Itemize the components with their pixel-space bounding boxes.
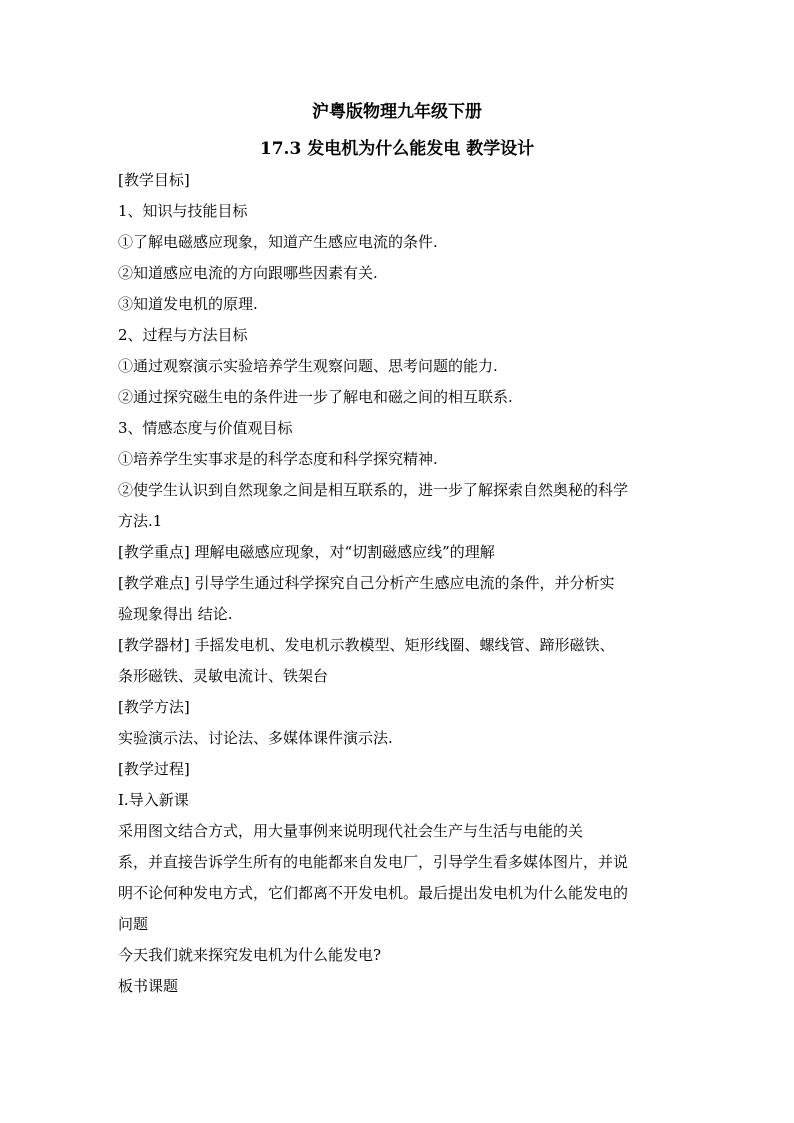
body-line: 方法.1 — [118, 512, 163, 530]
body-line: 实验演示法、讨论法、多媒体课件演示法. — [118, 729, 393, 747]
body-line: 3、情感态度与价值观目标 — [118, 419, 293, 437]
document-subtitle: 17.3 发电机为什么能发电 教学设计 — [259, 139, 535, 159]
body-line: 2、过程与方法目标 — [118, 326, 248, 344]
body-line: ①了解电磁感应现象，知道产生感应电流的条件. — [118, 233, 438, 251]
section-heading-process: [教学过程] — [118, 760, 190, 778]
section-heading-intro: Ⅰ.导入新课 — [118, 791, 189, 809]
body-line: 采用图文结合方式，用大量事例来说明现代社会生产与生活与电能的关 — [118, 822, 584, 840]
body-line: 板书课题 — [118, 977, 179, 995]
body-line: 系，并直接告诉学生所有的电能都来自发电厂，引导学生看多媒体图片，并说 — [118, 853, 629, 871]
section-heading-key-points: [教学重点] 理解电磁感应现象，对“切割磁感应线”的理解 — [118, 543, 495, 561]
section-heading-methods: [教学方法] — [118, 698, 190, 716]
body-line: 条形磁铁、灵敏电流计、铁架台 — [118, 667, 329, 685]
body-line: ①培养学生实事求是的科学态度和科学探究精神. — [118, 450, 438, 468]
section-heading-difficulties: [教学难点] 引导学生通过科学探究自己分析产生感应电流的条件，并分析实 — [118, 574, 615, 592]
section-heading-objectives: [教学目标] — [118, 171, 190, 189]
body-line: ②知道感应电流的方向跟哪些因素有关. — [118, 264, 378, 282]
document-title: 沪粤版物理九年级下册 — [312, 102, 482, 122]
body-line: 今天我们就来探究发电机为什么能发电? — [118, 946, 382, 964]
body-line: 明不论何种发电方式，它们都离不开发电机。最后提出发电机为什么能发电的 — [118, 884, 629, 902]
body-line: ②通过探究磁生电的条件进一步了解电和磁之间的相互联系. — [118, 388, 513, 406]
body-line: 验现象得出 结论. — [118, 605, 233, 623]
body-line: 问题 — [118, 915, 149, 933]
body-line: ②使学生认识到自然现象之间是相互联系的，进一步了解探索自然奥秘的科学 — [118, 481, 629, 499]
section-heading-equipment: [教学器材] 手摇发电机、发电机示教模型、矩形线圈、螺线管、蹄形磁铁、 — [118, 636, 615, 654]
body-line: ③知道发电机的原理. — [118, 295, 258, 313]
body-line: 1、知识与技能目标 — [118, 202, 248, 220]
body-line: ①通过观察演示实验培养学生观察问题、思考问题的能力. — [118, 357, 498, 375]
